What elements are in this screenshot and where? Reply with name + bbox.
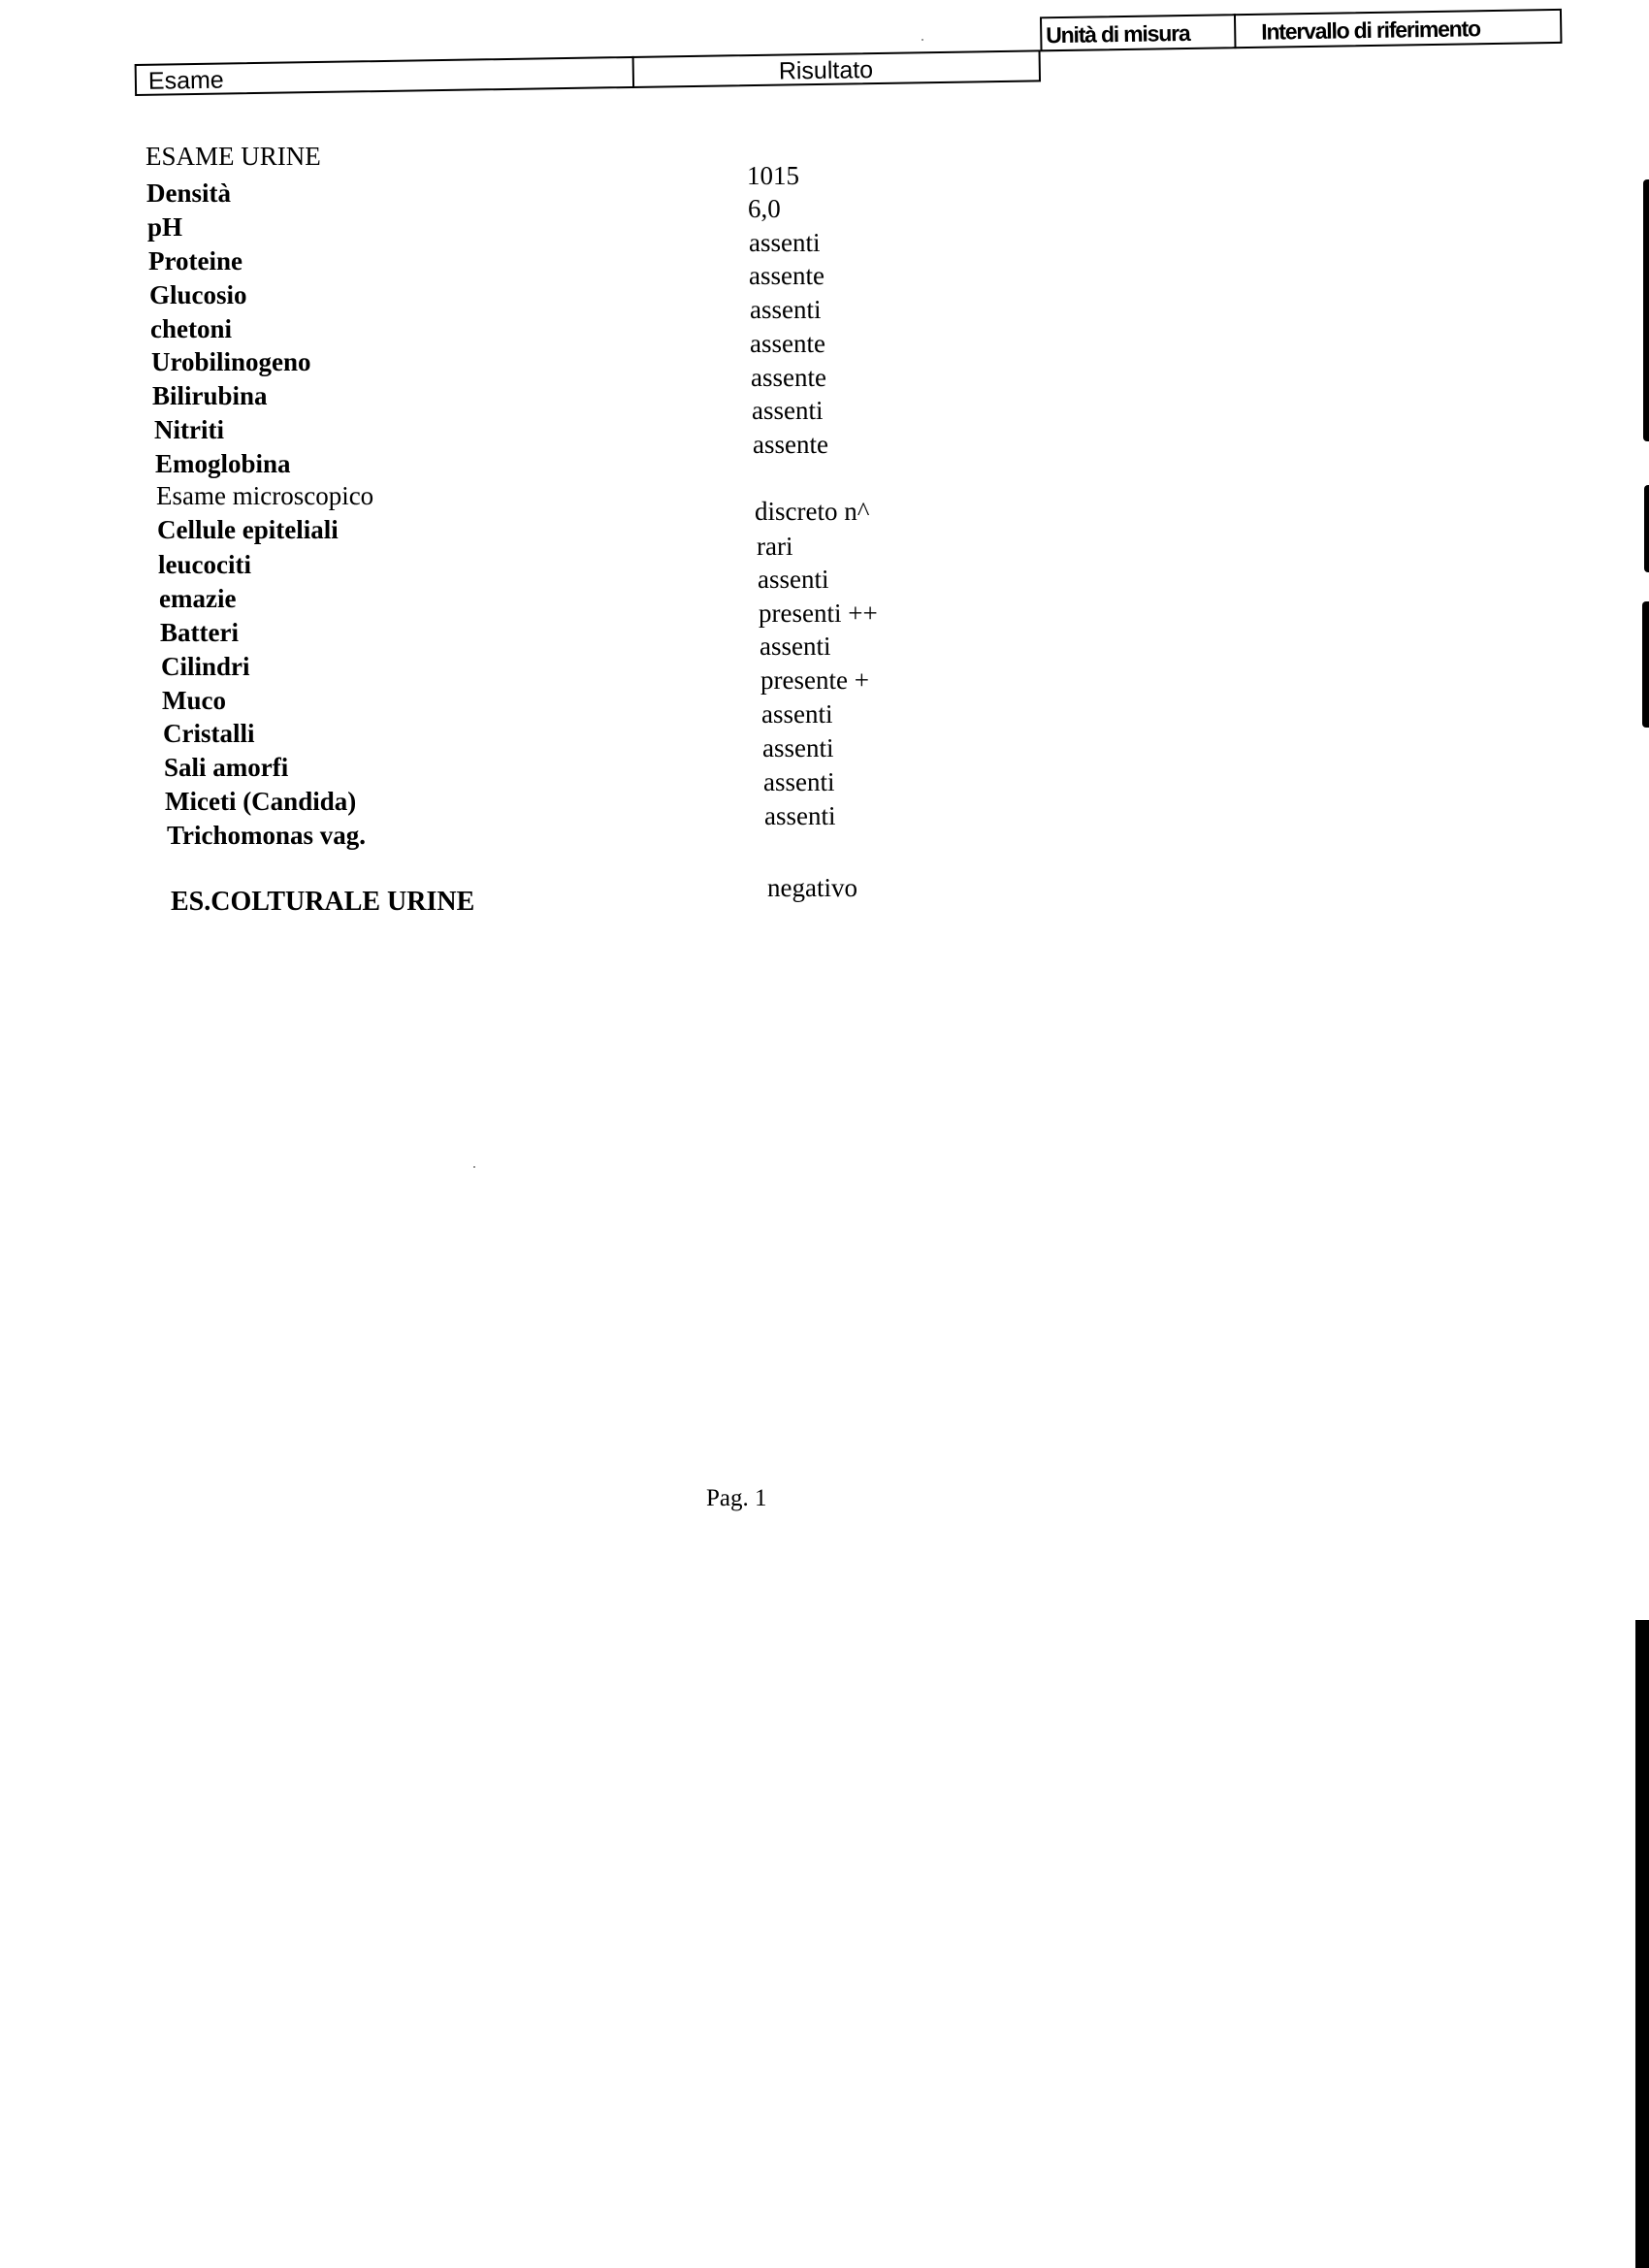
exam-label: Glucosio	[149, 280, 247, 309]
header-left-box	[135, 49, 1041, 96]
header-intervallo-riferimento: Intervallo di riferimento	[1261, 16, 1481, 45]
exam-label: Proteine	[148, 246, 242, 275]
exam-value: assenti	[761, 699, 833, 729]
exam-value: assenti	[762, 733, 834, 762]
scan-speck	[473, 1166, 475, 1168]
exam-value: assenti	[752, 396, 824, 425]
exam-value: assenti	[750, 295, 822, 324]
exam-label: Bilirubina	[152, 381, 268, 410]
header-unita-di-misura: Unità di misura	[1046, 19, 1190, 49]
scan-edge-mark	[1643, 179, 1649, 441]
exam-value: assenti	[764, 801, 836, 830]
exam-value: assenti	[749, 228, 821, 257]
exam-label: Cristalli	[163, 719, 255, 748]
exam-label: Cilindri	[161, 652, 250, 681]
exam-value: assenti	[763, 767, 835, 796]
exam-label: emazie	[159, 584, 237, 613]
exam-value: presenti ++	[759, 599, 878, 628]
exam-value: assenti	[760, 632, 831, 661]
header-divider	[632, 56, 635, 88]
scan-speck	[922, 39, 923, 41]
exam-label: chetoni	[150, 314, 232, 343]
header-right-box	[1040, 9, 1562, 51]
exam-label: Batteri	[160, 618, 239, 647]
exam-label: Miceti (Candida)	[165, 787, 357, 816]
scan-edge-mark	[1635, 1620, 1649, 2268]
page-number: Pag. 1	[706, 1485, 767, 1511]
exam-label: Urobilinogeno	[151, 347, 311, 376]
exam-value: assente	[750, 329, 825, 358]
exam-label: Emoglobina	[155, 449, 291, 478]
header-divider	[1234, 14, 1237, 49]
exam-value: discreto n^	[755, 497, 870, 526]
exam-label: Densità	[146, 178, 231, 208]
exam-value: assenti	[758, 565, 829, 594]
exam-value: 6,0	[748, 194, 781, 223]
section-title-es-colturale-urine: ES.COLTURALE URINE	[171, 887, 475, 917]
exam-value: assente	[749, 261, 824, 290]
header-esame: Esame	[147, 66, 224, 95]
exam-label: Nitriti	[154, 415, 224, 444]
section-title-esame-urine: ESAME URINE	[146, 142, 321, 171]
exam-value: assente	[753, 430, 828, 459]
exam-value: negativo	[767, 873, 857, 902]
exam-label: Cellule epiteliali	[157, 515, 339, 544]
exam-label: Sali amorfi	[164, 753, 289, 782]
exam-label: pH	[147, 212, 183, 242]
results-table-header	[134, 3, 1563, 103]
exam-value: assente	[751, 363, 826, 392]
exam-label: leucociti	[158, 550, 251, 579]
exam-value: rari	[757, 532, 793, 561]
header-risultato: Risultato	[778, 56, 874, 85]
scan-edge-mark	[1642, 601, 1649, 728]
exam-label: Muco	[162, 686, 226, 715]
section-title-esame-microscopico: Esame microscopico	[156, 481, 374, 510]
scan-edge-mark	[1644, 485, 1649, 572]
exam-value: presente +	[760, 665, 869, 695]
exam-label: Trichomonas vag.	[167, 821, 367, 850]
exam-value: 1015	[747, 161, 799, 190]
